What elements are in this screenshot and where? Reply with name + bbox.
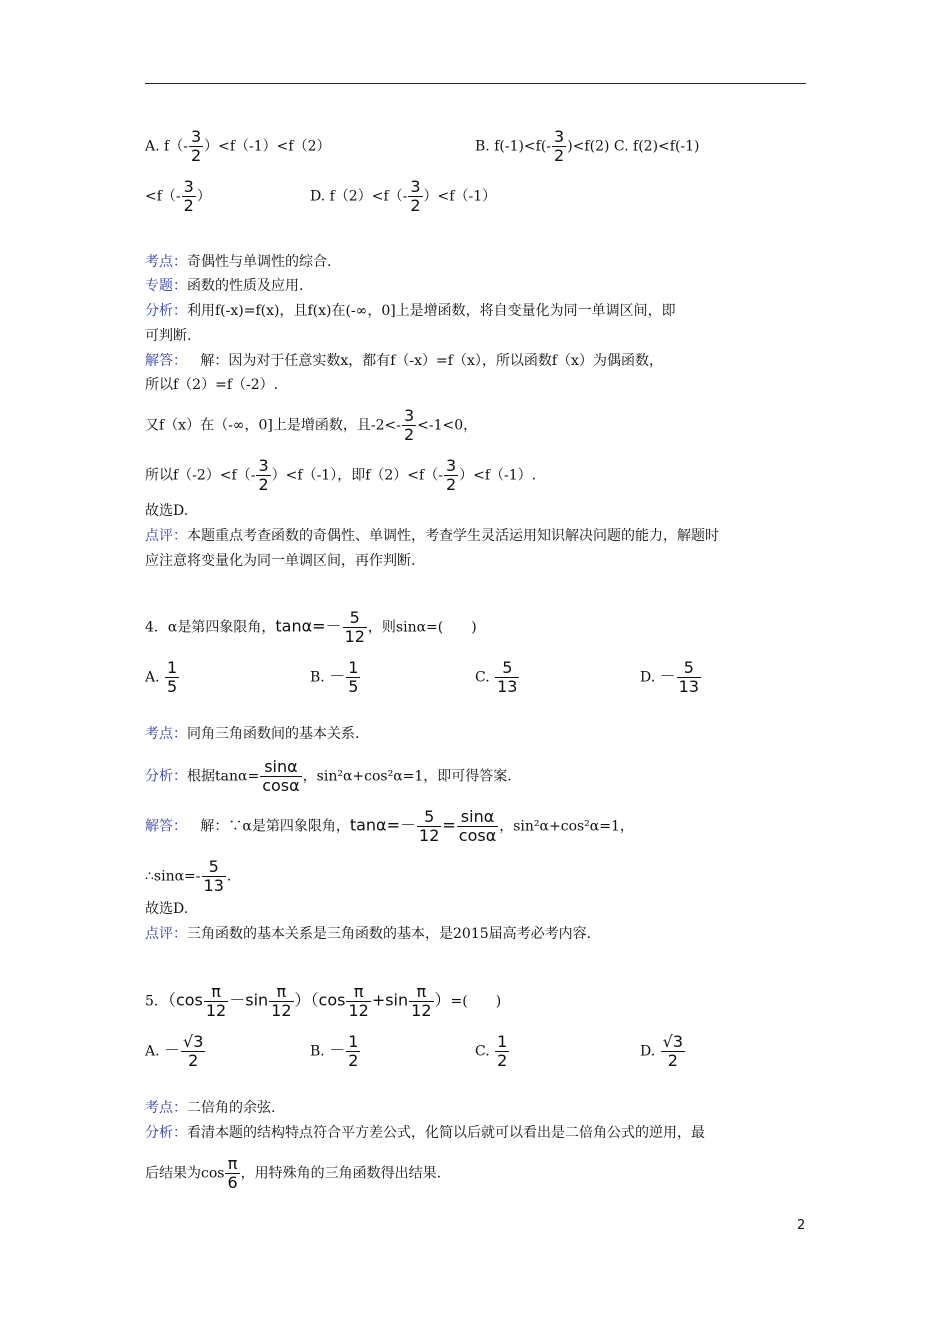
q4-dianping: 点评：三角函数的基本关系是三角函数的基本，是2015届高考必考内容. <box>145 926 592 942</box>
fraction: $\frac{3}{2}$ <box>554 127 565 165</box>
q4-option-b: B. － $\frac{1}{5}$ <box>310 658 359 696</box>
fraction: $\frac{3}{2}$ <box>183 177 194 215</box>
q5-kaodian: 考点：二倍角的余弦. <box>145 1100 276 1116</box>
q4-option-d: D. － $\frac{5}{13}$ <box>640 658 700 696</box>
fraction: $\frac{3}{2}$ <box>403 406 415 444</box>
q5-stem: 5．（cos $\frac{\pi}{12}$ －sin $\frac{\pi}{12}$ ）（cos $\frac{\pi}{12}$ +sin $\frac{\pi}{12}$ ）=( ) <box>145 982 502 1020</box>
fraction: $\frac{5}{12}$ <box>344 608 365 646</box>
q3-dianping-2: 应注意将变量化为同一单调区间，再作判断. <box>145 553 416 569</box>
q5-option-b: B. － $\frac{1}{2}$ <box>310 1032 359 1070</box>
q4-option-c: C. $\frac{5}{13}$ <box>475 658 518 696</box>
q5-option-c: C. $\frac{1}{2}$ <box>475 1032 508 1070</box>
q3-fenxi-2: 可判断. <box>145 328 192 344</box>
q3-jieda-3: 又f（x）在（-∞，0]上是增函数，且-2<- $\frac{3}{2}$ <-1<0， <box>145 406 478 444</box>
header-rule <box>145 83 806 84</box>
page-number: 2 <box>797 1218 806 1233</box>
q4-jieda: 解答： 解：∵α是第四象限角，tanα=－ $\frac{5}{12}$ = $\frac{\sin\alpha}{\cos\alpha}$ ，sin²α+cos²α=1， <box>145 807 634 845</box>
q3-zhuanti: 专题：函数的性质及应用. <box>145 278 304 294</box>
q3-guxuan: 故选D. <box>145 503 189 519</box>
q5-option-d: D. $\frac{√3}{2}$ <box>640 1032 684 1070</box>
q3-option-b-c: B. f(-1)<f(- $\frac{3}{2}$ )<f(2) C. f(2)<f(-1) <box>475 127 700 165</box>
q4-option-a: A. $\frac{1}{5}$ <box>145 658 178 696</box>
q3-jieda-4: 所以f（-2）<f（- $\frac{3}{2}$ ）<f（-1），即f（2）<f（- $\frac{3}{2}$ ）<f（-1）. <box>145 456 537 494</box>
q5-option-a: A. － $\frac{√3}{2}$ <box>145 1032 204 1070</box>
q4-fenxi: 分析：根据tanα= $\frac{\sin\alpha}{\cos\alpha}$ ，sin²α+cos²α=1，即可得答案. <box>145 757 512 795</box>
q3-kaodian: 考点：奇偶性与单调性的综合. <box>145 254 332 270</box>
q5-fenxi-2: 后结果为cos $\frac{\pi}{6}$ ，用特殊角的三角函数得出结果. <box>145 1154 442 1192</box>
q3-option-d: D. f（2）<f（- $\frac{3}{2}$ ）<f（-1） <box>310 177 497 215</box>
q4-guxuan: 故选D. <box>145 901 189 917</box>
fraction: $\frac{3}{2}$ <box>410 177 421 215</box>
q3-jieda-2: 所以f（2）=f（-2）. <box>145 377 279 393</box>
q3-fenxi: 分析：利用f(-x)=f(x)，且f(x)在(-∞，0]上是增函数，将自变量化为同一单调区间，即 <box>145 303 676 319</box>
q4-kaodian: 考点：同角三角函数间的基本关系. <box>145 726 360 742</box>
fraction: $\frac{3}{2}$ <box>445 456 457 494</box>
q3-option-a: A. f（- $\frac{3}{2}$ ）<f（-1）<f（2） <box>145 127 331 165</box>
q5-fenxi: 分析：看清本题的结构特点符合平方差公式，化简以后就可以看出是二倍角公式的逆用，最 <box>145 1125 705 1141</box>
q4-stem: 4．α是第四象限角，tanα=－ $\frac{5}{12}$ ，则sinα=( ) <box>145 608 477 646</box>
fraction: $\frac{3}{2}$ <box>190 127 202 165</box>
q3-dianping: 点评：本题重点考查函数的奇偶性、单调性，考查学生灵活运用知识解决问题的能力，解题时 <box>145 528 719 544</box>
fraction: $\frac{3}{2}$ <box>258 456 269 494</box>
q3-jieda: 解答： 解：因为对于任意实数x，都有f（-x）=f（x），所以函数f（x）为偶函数， <box>145 353 663 369</box>
q3-option-c-cont: <f（- $\frac{3}{2}$ ） <box>145 177 211 215</box>
q4-therefore: ∴sinα=- $\frac{5}{13}$ . <box>145 857 232 895</box>
